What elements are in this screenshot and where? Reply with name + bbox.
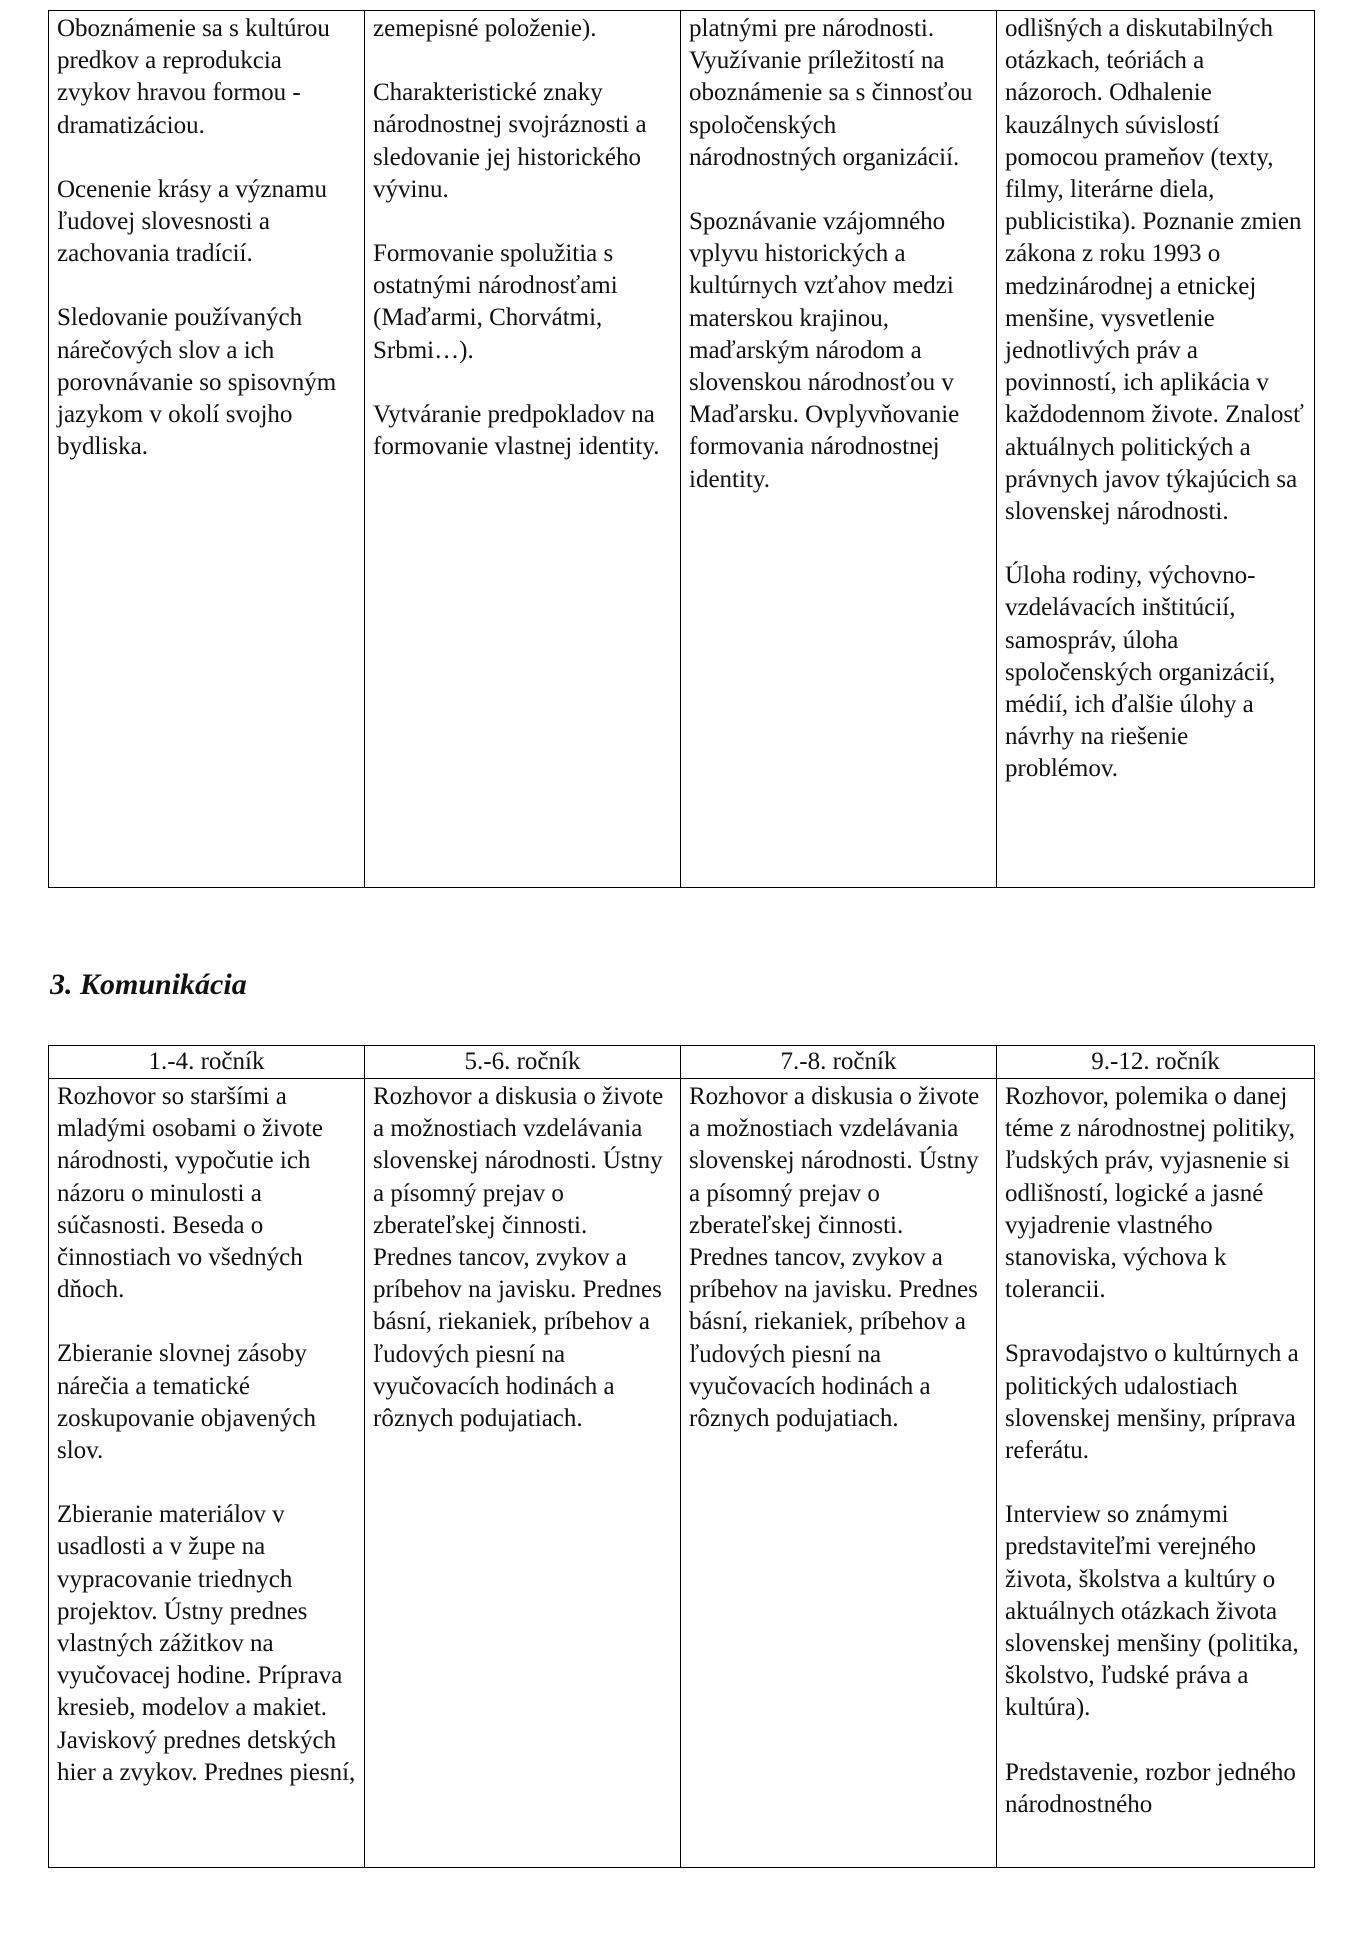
paragraph: Rozhovor so staršími a mladými osobami o živote národnosti, vypočutie ich názoru o minulosti a súčasnosti. Beseda o činnostiach vo všedných dňoch. [57, 1083, 323, 1304]
section-heading: 3. Komunikácia [50, 968, 247, 1001]
paragraph: Spravodajstvo o kultúrnych a politických udalostiach slovenskej menšiny, príprava referátu. [1005, 1340, 1299, 1465]
paragraph: Úloha rodiny, výchovno-vzdelávacích inštitúcií, samospráv, úloha spoločenských organizácií, médií, ich ďalšie úlohy a návrhy na riešenie problémov. [1005, 562, 1276, 783]
top-cell-col1 [49, 11, 365, 888]
bottom-cell-col4 [997, 1079, 1315, 1868]
header-row [49, 1046, 1315, 1079]
table-row [49, 1079, 1315, 1868]
paragraph: Spoznávanie vzájomného vplyvu historických a kultúrnych vzťahov medzi materskou krajinou, maďarským národom a slovenskou národnosťou v Maďarsku. Ovplyvňovanie formovania národnostnej identity. [689, 208, 960, 493]
paragraph: Zbieranie materiálov v usadlosti a v župe na vypracovanie triednych projektov. Ústny prednes vlastných zážitkov na vyučovacej hodine. Príprava kresieb, modelov a makiet. Javiskový prednes detských hier a zvykov. Prednes piesní, [57, 1501, 356, 1786]
column-header-grade-9-12: 9.-12. ročník [997, 1046, 1315, 1079]
paragraph: Ocenenie krásy a významu ľudovej slovesnosti a zachovania tradícií. [57, 175, 328, 268]
paragraph: odlišných a diskutabilných otázkach, teóriách a názoroch. Odhalenie kauzálnych súvislostí pomocou prameňov (texty, filmy, literárne diela, publicistika). Poznanie zmien zákona z roku 1993 o medzinárodnej a etnickej menšine, vysvetlenie jednotlivých práv a povinností, ich aplikácia v každodennom živote. Znalosť aktuálnych politických a právnych javov týkajúcich sa slovenskej národnosti. [1005, 15, 1304, 526]
paragraph: Rozhovor a diskusia o živote a možnostiach vzdelávania slovenskej národnosti. Ústny a písomný prejav o zberateľskej činnosti. Prednes tancov, zvykov a príbehov na javisku. Prednes básní, riekaniek, príbehov a ľudových piesní na vyučovacích hodinách a rôznych podujatiach. [689, 1083, 980, 1433]
paragraph: Charakteristické znaky národnostnej svojráznosti a sledovanie jej historického vývinu. [373, 79, 647, 203]
communication-table [48, 1045, 1315, 1868]
paragraph: Zbieranie slovnej zásoby nárečia a tematické zoskupovanie objavených slov. [57, 1340, 316, 1465]
curriculum-table-continued [48, 10, 1315, 888]
paragraph: Rozhovor, polemika o danej téme z národnostnej politiky, ľudských práv, vyjasnenie si odlišností, logické a jasné vyjadrenie vlastného stanoviska, výchova k tolerancii. [1005, 1083, 1295, 1304]
paragraph: platnými pre národnosti. Využívanie príležitostí na oboznámenie sa s činnosťou spoločenských národnostných organizácií. [689, 15, 973, 171]
top-cell-col2 [365, 11, 681, 888]
bottom-cell-col3 [681, 1079, 997, 1868]
column-header-grade-5-6: 5.-6. ročník [365, 1046, 681, 1079]
bottom-cell-col1 [49, 1079, 365, 1868]
paragraph: Sledovanie používaných nárečových slov a ich porovnávanie so spisovným jazykom v okolí svojho bydliska. [57, 304, 337, 461]
column-header-grade-1-4: 1.-4. ročník [49, 1046, 365, 1079]
paragraph: Interview so známymi predstaviteľmi verejného života, školstva a kultúry o aktuálnych otázkach života slovenskej menšiny (politika, školstvo, ľudské práva a kultúra). [1005, 1501, 1299, 1722]
paragraph: Rozhovor a diskusia o živote a možnostiach vzdelávania slovenskej národnosti. Ústny a písomný prejav o zberateľskej činnosti. Prednes tancov, zvykov a príbehov na javisku. Prednes básní, riekaniek, príbehov a ľudových piesní na vyučovacích hodinách a rôznych podujatiach. [373, 1083, 664, 1433]
paragraph: Oboznámenie sa s kultúrou predkov a reprodukcia zvykov hravou formou - dramatizáciou. [57, 15, 330, 139]
column-header-grade-7-8: 7.-8. ročník [681, 1046, 997, 1079]
paragraph: Predstavenie, rozbor jedného národnostného [1005, 1758, 1296, 1818]
paragraph: Vytváranie predpokladov na formovanie vlastnej identity. [373, 400, 660, 461]
top-cell-col4 [997, 11, 1315, 888]
table-row [49, 11, 1315, 888]
top-cell-col3 [681, 11, 997, 888]
paragraph: Formovanie spolužitia s ostatnými národnosťami (Maďarmi, Chorvátmi, Srbmi…). [373, 240, 618, 364]
bottom-cell-col2 [365, 1079, 681, 1868]
paragraph: zemepisné položenie). [373, 15, 597, 42]
